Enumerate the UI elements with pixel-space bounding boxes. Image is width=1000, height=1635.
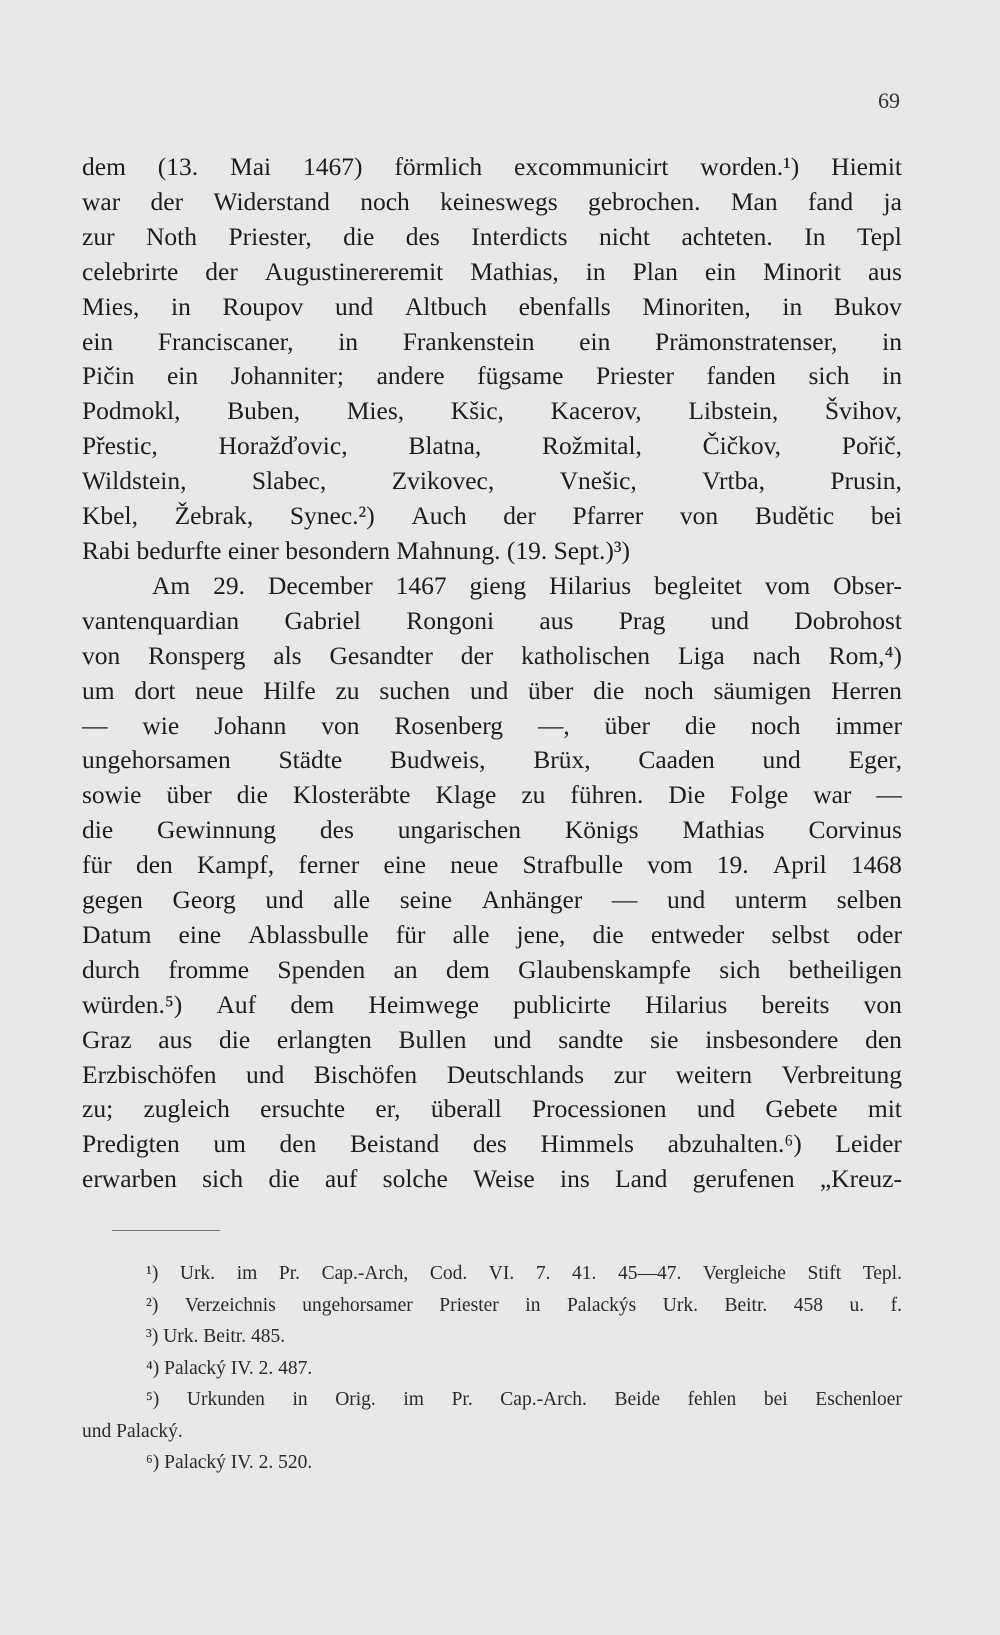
- body-line: Kbel, Žebrak, Synec.²) Auch der Pfarrer von Budětic bei: [82, 501, 902, 531]
- body-line: für den Kampf, ferner eine neue Strafbulle vom 19. April 1468: [82, 850, 902, 880]
- footnote-5: ⁵) Urkunden in Orig. im Pr. Cap.-Arch. Beide fehlen bei Eschenloer: [146, 1389, 902, 1410]
- body-line: die Gewinnung des ungarischen Königs Mathias Corvinus: [82, 815, 902, 845]
- body-line: ein Franciscaner, in Frankenstein ein Prämonstratenser, in: [82, 326, 902, 356]
- body-line: Wildstein, Slabec, Zvikovec, Vnešic, Vrtba, Prusin,: [82, 466, 902, 496]
- body-line: durch fromme Spenden an dem Glaubenskampfe sich betheiligen: [82, 954, 902, 984]
- body-line: Erzbischöfen und Bischöfen Deutschlands zur weitern Verbreitung: [82, 1059, 902, 1089]
- footnote-2: ²) Verzeichnis ungehorsamer Priester in Palackýs Urk. Beitr. 458 u. f.: [146, 1294, 902, 1316]
- footnote-5-continuation: und Palacký.: [82, 1420, 183, 1442]
- body-text: [82, 150, 902, 1197]
- footnote-4: ⁴) Palacký IV. 2. 487.: [146, 1357, 313, 1379]
- body-line-paragraph-start: Am 29. December 1467 gieng Hilarius begleitet vom Obser-: [152, 570, 902, 600]
- body-line: zu; zugleich ersuchte er, überall Processionen und Gebete mit: [82, 1094, 902, 1124]
- body-line: Graz aus die erlangten Bullen und sandte sie insbesondere den: [82, 1024, 902, 1054]
- footnote-1: ¹) Urk. im Pr. Cap.-Arch, Cod. VI. 7. 41. 45—47. Vergleiche Stift Tepl.: [146, 1263, 902, 1284]
- footnote-6: ⁶) Palacký IV. 2. 520.: [146, 1452, 313, 1473]
- body-line: sowie über die Klosteräbte Klage zu führen. Die Folge war —: [82, 780, 902, 810]
- body-line: Mies, in Roupov und Altbuch ebenfalls Minoriten, in Bukov: [82, 291, 902, 321]
- body-line: dem (13. Mai 1467) förmlich excommunicirt worden.¹) Hiemit: [82, 152, 902, 181]
- body-line: — wie Johann von Rosenberg —, über die noch immer: [82, 710, 902, 740]
- body-line: Přestic, Horažďovic, Blatna, Rožmital, Čičkov, Pořič,: [82, 431, 902, 461]
- footnote-divider: [112, 1230, 220, 1231]
- body-line: Pičin ein Johanniter; andere fügsame Priester fanden sich in: [82, 361, 902, 391]
- body-line: celebrirte der Augustinereremit Mathias, in Plan ein Minorit aus: [82, 256, 902, 286]
- footnotes: [82, 1258, 902, 1479]
- page-number: 69: [878, 88, 900, 113]
- body-line: ungehorsamen Städte Budweis, Brüx, Caaden und Eger,: [82, 745, 902, 775]
- body-line: gegen Georg und alle seine Anhänger — und unterm selben: [82, 885, 902, 915]
- body-line: zur Noth Priester, die des Interdicts nicht achteten. In Tepl: [82, 221, 902, 251]
- body-line: von Ronsperg als Gesandter der katholischen Liga nach Rom,⁴): [82, 640, 902, 670]
- body-line: um dort neue Hilfe zu suchen und über die noch säumigen Herren: [82, 675, 902, 705]
- body-line: war der Widerstand noch keineswegs gebrochen. Man fand ja: [82, 186, 902, 216]
- body-line: vantenquardian Gabriel Rongoni aus Prag und Dobrohost: [82, 605, 902, 635]
- body-line: Podmokl, Buben, Mies, Kšic, Kacerov, Libstein, Švihov,: [82, 396, 902, 426]
- body-line: erwarben sich die auf solche Weise ins Land gerufenen „Kreuz-: [82, 1164, 902, 1194]
- body-line: würden.⁵) Auf dem Heimwege publicirte Hilarius bereits von: [82, 989, 902, 1019]
- footnote-3: ³) Urk. Beitr. 485.: [146, 1326, 286, 1347]
- body-line: Predigten um den Beistand des Himmels abzuhalten.⁶) Leider: [82, 1129, 902, 1159]
- body-line: Datum eine Ablassbulle für alle jene, die entweder selbst oder: [82, 919, 902, 949]
- body-line: Rabi bedurfte einer besondern Mahnung. (19. Sept.)³): [82, 535, 630, 565]
